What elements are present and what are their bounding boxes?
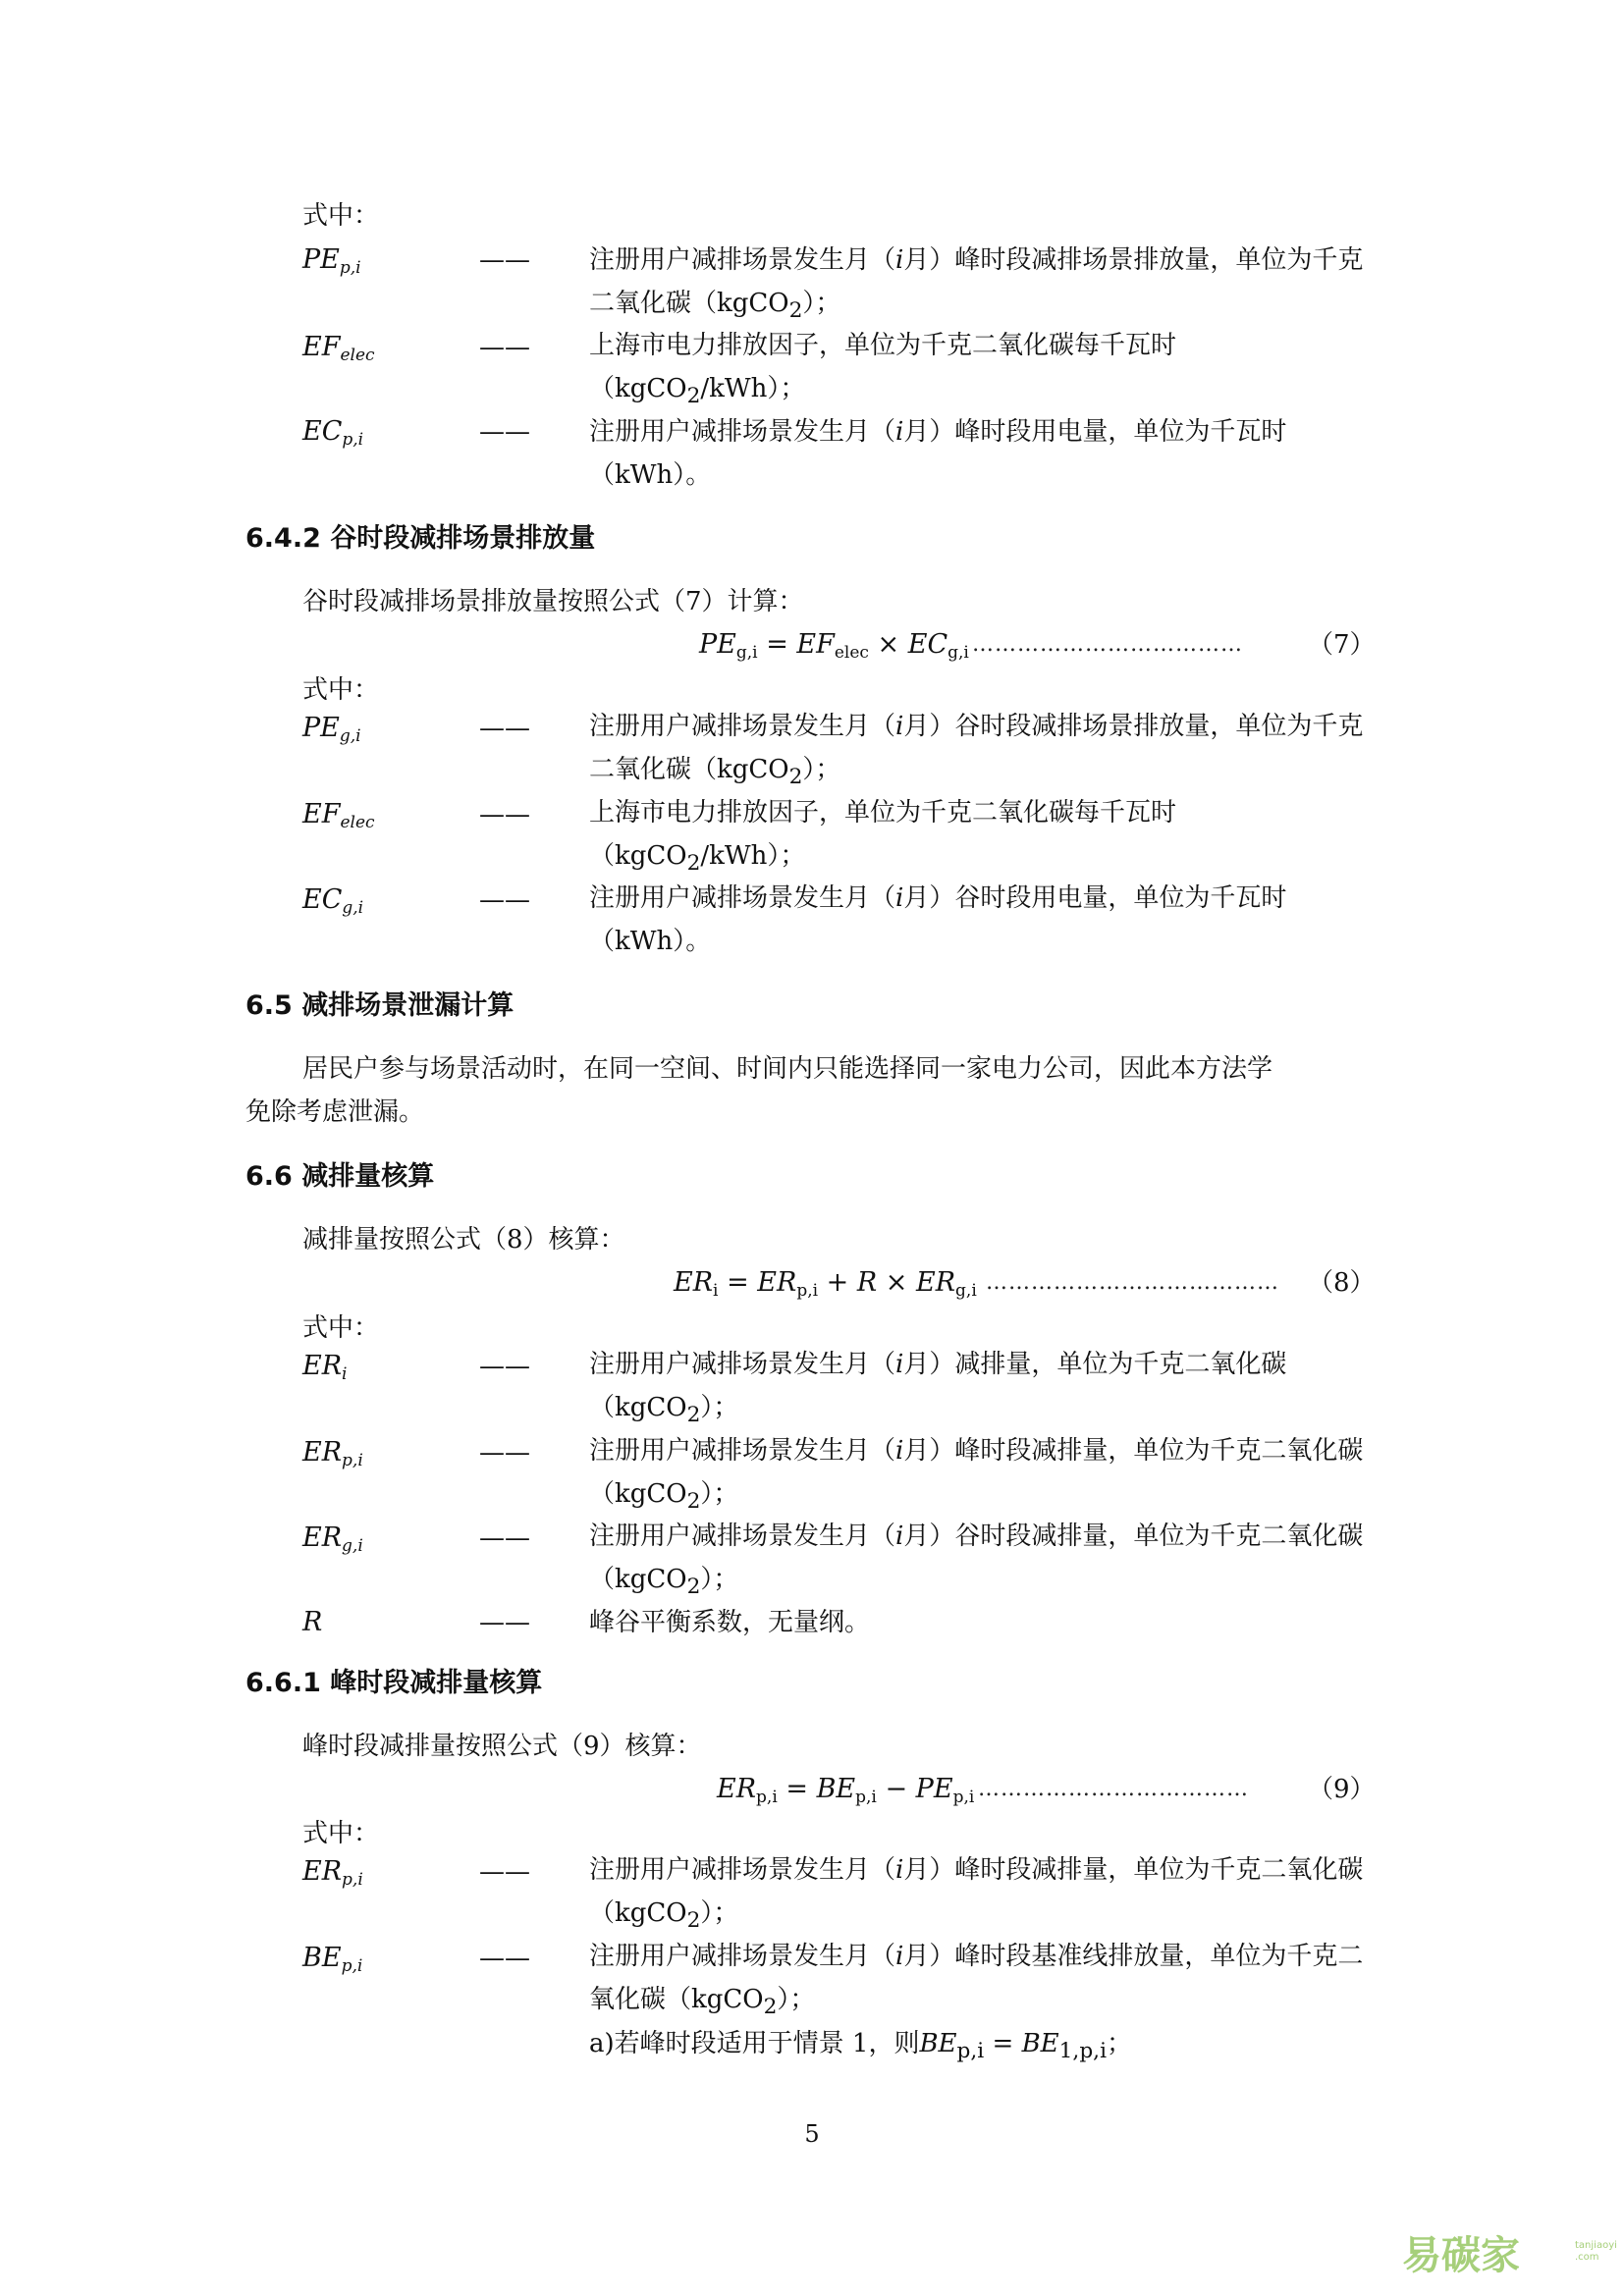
dash: ——	[479, 1944, 530, 1973]
where-label: 式中：	[302, 1313, 380, 1343]
definition-r: 峰谷平衡系数，无量纲。	[589, 1608, 871, 1637]
symbol-be-p-i: $BE_{p,i}$	[302, 1943, 363, 1976]
definition-er-i: 注册用户减排场景发生月（i月）减排量，单位为千克二氧化碳（kgCO$_2$）；	[589, 1350, 1287, 1428]
dash: ——	[479, 800, 530, 829]
symbol-ef-elec: $EF_{elec}$	[302, 799, 375, 832]
heading-6-6: 6.6 减排量核算	[245, 1161, 435, 1192]
dash: ——	[479, 1352, 530, 1381]
intro-6-6: 减排量按照公式（8）核算：	[302, 1225, 625, 1255]
definition-er-p-i: 注册用户减排场景发生月（i月）峰时段减排量，单位为千克二氧化碳（kgCO$_2$）；	[589, 1855, 1364, 1934]
intro-6-4-2: 谷时段减排场景排放量按照公式（7）计算：	[302, 587, 804, 616]
definition-ec-g-i: 注册用户减排场景发生月（i月）谷时段用电量，单位为千瓦时（kWh）。	[589, 883, 1287, 956]
definition-be-p-i: 注册用户减排场景发生月（i月）峰时段基准线排放量，单位为千克二氧化碳（kgCO$_2$）；	[589, 1942, 1364, 2020]
dash: ——	[479, 1438, 530, 1468]
intro-6-6-1: 峰时段减排量按照公式（9）核算：	[302, 1732, 702, 1761]
dash: ——	[479, 1608, 530, 1637]
dash: ——	[479, 714, 530, 743]
symbol-pe-g-i: $PE_{g,i}$	[302, 713, 361, 746]
watermark-url: tanjiaoyi .com	[1575, 2240, 1617, 2263]
symbol-ec-g-i: $EC_{g,i}$	[302, 884, 364, 918]
paragraph-6-5-line2: 免除考虑泄漏。	[245, 1097, 425, 1127]
formula-leader-dots: ………………………………	[978, 1777, 1249, 1801]
where-label: 式中：	[302, 1819, 380, 1848]
heading-6-5: 6.5 减排场景泄漏计算	[245, 990, 514, 1021]
equation-number-9: （9）	[1308, 1775, 1376, 1804]
formula-8: $ER_i = ER_{p,i} + R \times ER_{g,i}$	[674, 1267, 977, 1301]
definition-ec-p-i: 注册用户减排场景发生月（i月）峰时段用电量，单位为千瓦时（kWh）。	[589, 417, 1287, 490]
case-a-condition: a)若峰时段适用于情景 1，则$BE_{p,i} = BE_{1,p,i}$；	[589, 2029, 1133, 2064]
heading-6-4-2: 6.4.2 谷时段减排场景排放量	[245, 523, 596, 554]
formula-9: $ER_{p,i} = BE_{p,i} - PE_{p,i}$	[717, 1774, 975, 1807]
formula-leader-dots: ………………………………	[972, 632, 1243, 657]
symbol-er-g-i: $ER_{g,i}$	[302, 1522, 363, 1556]
page-number: 5	[804, 2120, 820, 2148]
formula-leader-dots: …………………………………	[986, 1270, 1279, 1295]
definition-er-g-i: 注册用户减排场景发生月（i月）谷时段减排量，单位为千克二氧化碳（kgCO$_2$）；	[589, 1522, 1364, 1600]
symbol-r: R	[302, 1607, 323, 1637]
where-label: 式中：	[302, 201, 380, 231]
symbol-pe-p-i: $PE_{p,i}$	[302, 244, 361, 278]
dash: ——	[479, 885, 530, 915]
symbol-er-i: $ER_i$	[302, 1351, 348, 1384]
formula-7: $PE_{g,i} = EF_{elec} \times EC_{g,i}$	[699, 629, 969, 663]
definition-pe-g-i: 注册用户减排场景发生月（i月）谷时段减排场景排放量，单位为千克二氧化碳（kgCO$_2$）；	[589, 712, 1364, 790]
watermark-logo: 易碳家	[1402, 2233, 1520, 2278]
equation-number-7: （7）	[1308, 630, 1376, 660]
dash: ——	[479, 1523, 530, 1553]
equation-number-8: （8）	[1308, 1268, 1376, 1298]
dash: ——	[479, 417, 530, 447]
symbol-ef-elec: $EF_{elec}$	[302, 332, 375, 365]
symbol-er-p-i: $ER_{p,i}$	[302, 1437, 363, 1470]
dash: ——	[479, 333, 530, 362]
heading-6-6-1: 6.6.1 峰时段减排量核算	[245, 1668, 543, 1698]
dash: ——	[479, 245, 530, 275]
definition-ef-elec: 上海市电力排放因子，单位为千克二氧化碳每千瓦时（kgCO$_2$/kWh）；	[589, 798, 1177, 877]
symbol-er-p-i: $ER_{p,i}$	[302, 1856, 363, 1890]
dash: ——	[479, 1857, 530, 1887]
paragraph-6-5-line1: 居民户参与场景活动时，在同一空间、时间内只能选择同一家电力公司，因此本方法学	[302, 1054, 1273, 1084]
definition-pe-p-i: 注册用户减排场景发生月（i月）峰时段减排场景排放量，单位为千克二氧化碳（kgCO$_2$）；	[589, 245, 1364, 324]
symbol-ec-p-i: $EC_{p,i}$	[302, 416, 364, 450]
definition-er-p-i: 注册用户减排场景发生月（i月）峰时段减排量，单位为千克二氧化碳（kgCO$_2$）；	[589, 1436, 1364, 1515]
definition-ef-elec: 上海市电力排放因子，单位为千克二氧化碳每千瓦时（kgCO$_2$/kWh）；	[589, 331, 1177, 409]
where-label: 式中：	[302, 675, 380, 705]
